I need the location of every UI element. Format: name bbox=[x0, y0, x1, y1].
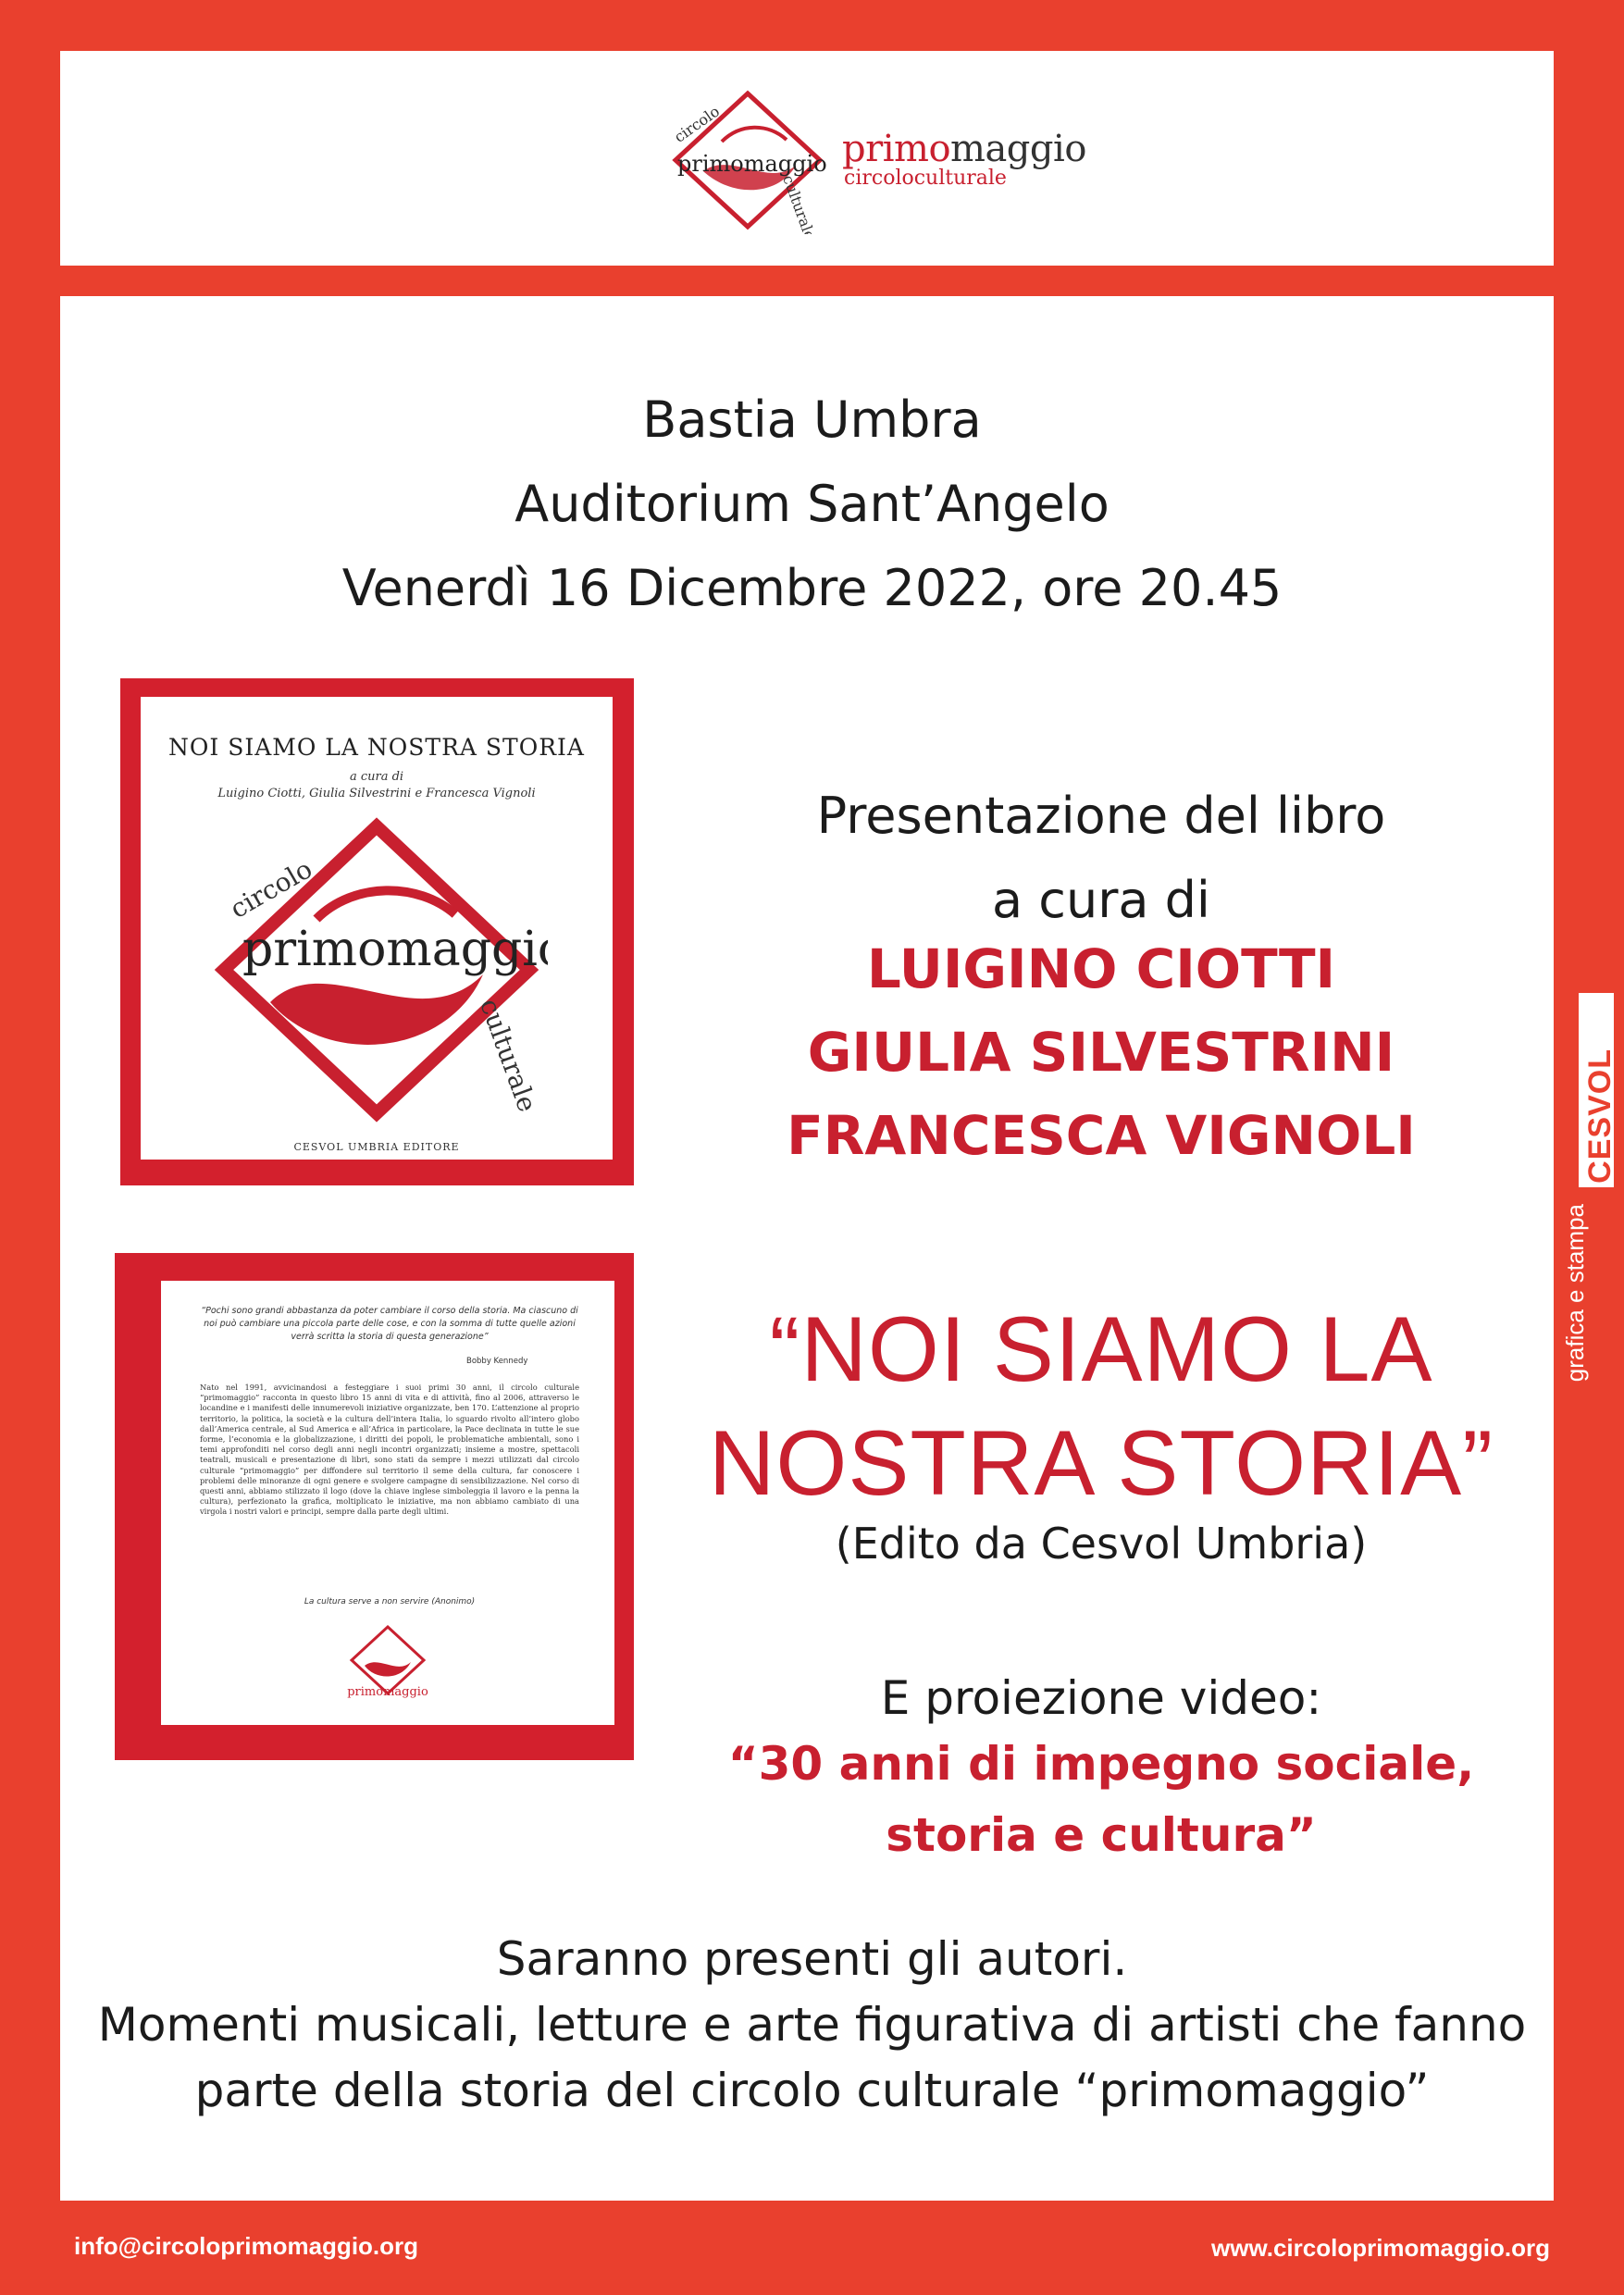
book-title-line: “NOI SIAMO LA bbox=[769, 1297, 1433, 1400]
back-cover-quote: “Pochi sono grandi abbastanza da poter cambiare il corso della storia. Ma ciascuno di noi può cambiare una piccola parte delle cose, e con la somma di tutte quelle azioni verrà scritta la storia di questa generazione” bbox=[201, 1306, 578, 1342]
cover-publisher: CESVOL UMBRIA EDITORE bbox=[293, 1141, 460, 1153]
video-title-line: “30 anni di impegno sociale, bbox=[727, 1737, 1475, 1791]
video-title-line: storia e cultura” bbox=[886, 1808, 1317, 1862]
author-name: GIULIA SILVESTRINI bbox=[807, 1021, 1395, 1084]
book-spine-text: Noi siamo la nostra storia bbox=[104, 1023, 113, 1132]
closing-line: Momenti musicali, letture e arte figurativa di artisti che fanno bbox=[97, 1998, 1527, 2052]
event-datetime: Venerdì 16 Dicembre 2022, ore 20.45 bbox=[341, 559, 1283, 617]
back-cover-quote-author: Bobby Kennedy bbox=[466, 1357, 528, 1366]
cesvol-logo-text: CESVOL bbox=[1582, 1048, 1618, 1184]
closing-line: parte della storia del circolo culturale “primomaggio” bbox=[194, 2064, 1430, 2117]
header-panel bbox=[60, 51, 1554, 266]
cover-logo-word: circolo bbox=[225, 853, 317, 925]
book-back-cover bbox=[115, 1253, 634, 1760]
cesvol-logo bbox=[1579, 993, 1618, 1187]
closing-line: Saranno presenti gli autori. bbox=[496, 1932, 1128, 1986]
cover-logo-word: culturale bbox=[474, 994, 543, 1116]
logo-mark-word: circolo bbox=[671, 102, 724, 146]
back-cover-logo-text: primomaggio bbox=[347, 1685, 428, 1699]
presentation-intro bbox=[648, 774, 1555, 942]
presentation-line: Presentazione del libro bbox=[816, 787, 1386, 845]
cover-editors bbox=[141, 769, 613, 802]
book-back-cover-page bbox=[161, 1281, 614, 1725]
cover-logo-illustration bbox=[205, 817, 548, 1123]
book-title bbox=[648, 1292, 1555, 1520]
author-name: FRANCESCA VIGNOLI bbox=[787, 1104, 1416, 1167]
closing-text bbox=[0, 1927, 1624, 2124]
logo-wordmark-sub: circoloculturale bbox=[844, 167, 1007, 190]
logo-mark-word: primomaggio bbox=[677, 151, 827, 177]
presentation-line: a cura di bbox=[992, 871, 1210, 929]
book-title-line: NOSTRA STORIA” bbox=[708, 1411, 1494, 1514]
cover-title: NOI SIAMO LA NOSTRA STORIA bbox=[168, 734, 585, 761]
cover-edited-by: a cura di bbox=[349, 770, 404, 784]
video-title bbox=[648, 1729, 1555, 1871]
authors-list bbox=[648, 927, 1555, 1177]
back-cover-motto: La cultura serve a non servire (Anonimo) bbox=[304, 1597, 476, 1606]
event-venue: Auditorium Sant’Angelo bbox=[514, 475, 1110, 533]
footer-website-link[interactable]: www.circoloprimomaggio.org bbox=[1211, 2234, 1550, 2262]
circolo-primomaggio-logo bbox=[666, 86, 1101, 234]
print-credit: grafica e stampa bbox=[1561, 1203, 1589, 1382]
footer-email-link[interactable]: info@circoloprimomaggio.org bbox=[74, 2232, 419, 2260]
logo-mark-word: culturale bbox=[779, 172, 819, 234]
event-info bbox=[0, 378, 1624, 630]
book-front-cover bbox=[104, 678, 634, 1185]
back-cover-body: Nato nel 1991, avvicinandosi a festeggiare i suoi primi 30 anni, il circolo culturale “primomaggio” racconta in questo libro 15 anni di vita e di attività, fino al 2006, attraverso le locandine e i manifesti delle innumerevoli iniziative organizzate, ben 170. L’attenzione al proprio territorio, la politica, la società e la cultura dell’intera Italia, lo sguardo rivolto all’intero globo dall’America centrale, al Sud America e all’Africa in particolare, la Pace declinata in tutte le sue forme, l’economia e la globalizzazione, i diritti dei popoli, le problematiche ambientali, sono i temi approfonditi nel corso degli anni negli incontri organizzati; insieme a mostre, spettacoli teatrali, musicali e presentazione di libri, sono stati da sempre i mezzi utilizzati dal circolo culturale “primomaggio” per diffondere sul territorio il seme della cultura, far conoscere i problemi delle minoranze di ogni genere e svolgere campagne di sensibilizzazione. Nel corso di questi anni, abbiamo stilizzato il logo (dove la chiave inglese simboleggia il lavoro e la penna la cultura), perfezionato la grafica, moltiplicato le iniziative, ma non abbiamo cambiato di una virgola i nostri valori e principi, sempre dalla parte degli ultimi. bbox=[200, 1383, 579, 1517]
logo-wordmark-main: primomaggio bbox=[842, 128, 1086, 170]
logo-mark-icon bbox=[666, 86, 828, 234]
video-intro: E proiezione video: bbox=[880, 1671, 1322, 1725]
book-front-cover-page bbox=[141, 697, 613, 1160]
cover-authors: Luigino Ciotti, Giulia Silvestrini e Francesca Vignoli bbox=[217, 787, 536, 800]
logo-wordmark bbox=[842, 130, 1086, 190]
publisher-note: (Edito da Cesvol Umbria) bbox=[835, 1519, 1368, 1569]
event-city: Bastia Umbra bbox=[642, 391, 982, 449]
cover-logo-word: primomaggio bbox=[242, 922, 548, 977]
cesvol-credit bbox=[1558, 993, 1618, 1382]
author-name: LUIGINO CIOTTI bbox=[866, 937, 1336, 1000]
